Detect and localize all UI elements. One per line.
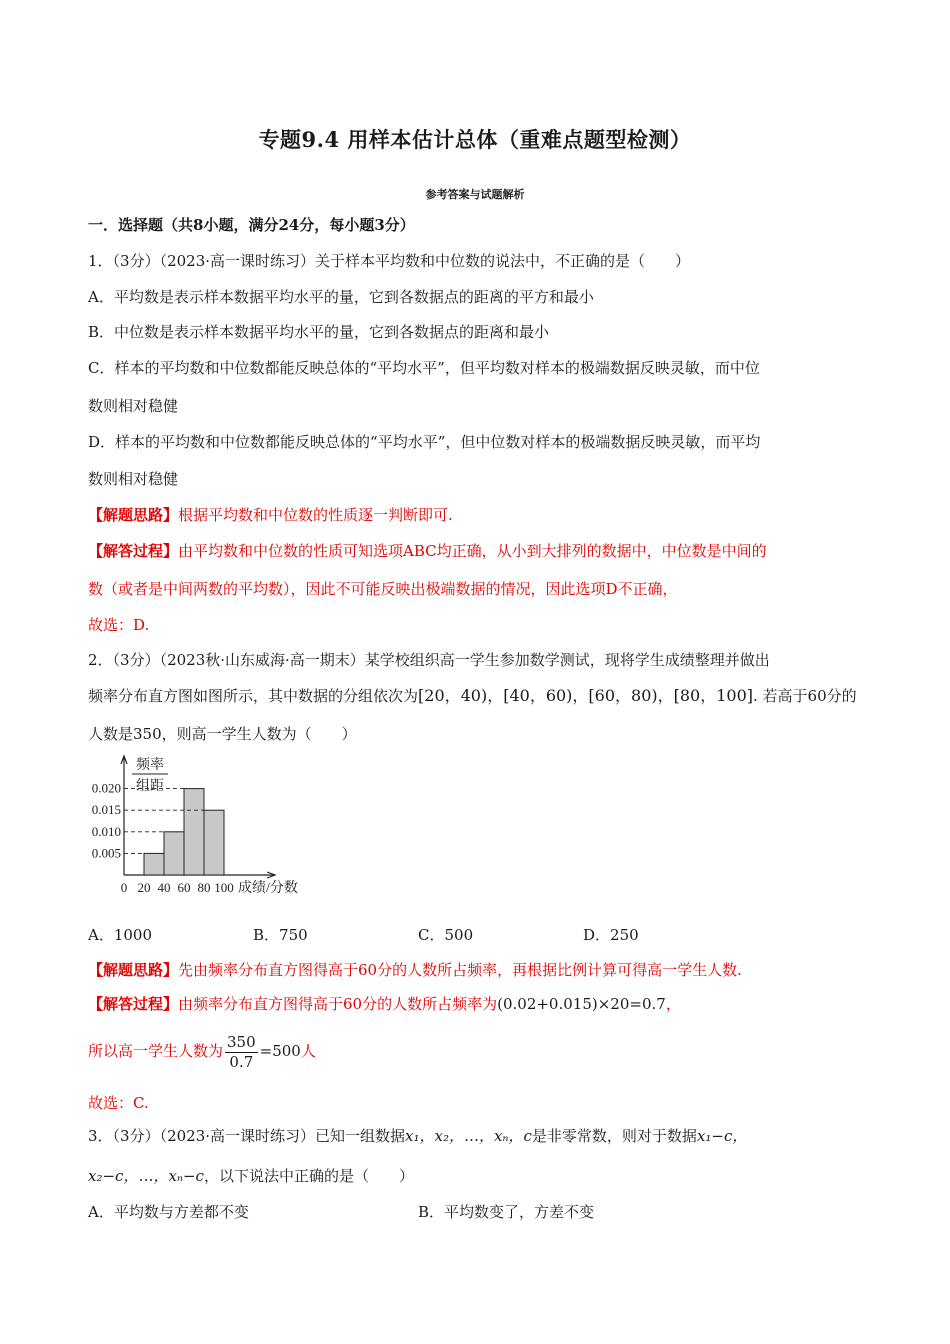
q2-solution-idea: 【解题思路】先由频率分布直方图得高于60分的人数所占频率，再根据比例计算可得高一学生人数. <box>88 961 742 979</box>
q1-option-d-line1: D．样本的平均数和中位数都能反映总体的“平均水平”，但中位数对样本的极端数据反映灵敏，而平均 <box>88 433 761 451</box>
q2-stem-line1: 2．（3分）（2023秋·山东威海·高一期末）某学校组织高一学生参加数学测试，现将学生成绩整理并做出 <box>88 651 770 669</box>
q2-formula: (0.02+0.015)×20=0.7 <box>497 995 666 1013</box>
q2-fraction: $\frac{350}{0.7}$ <box>227 1032 256 1071</box>
q3-option-a: A．平均数与方差都不变 <box>88 1203 249 1221</box>
q2-option-a: A．1000 <box>88 926 153 944</box>
y-tick-label: 0.010 <box>91 823 121 839</box>
histogram-bar-[20,40) <box>144 853 164 875</box>
q2-answer: 故选：C. <box>88 1094 149 1112</box>
y-tick-label: 0.005 <box>91 845 121 861</box>
page-subtitle: 参考答案与试题解析 <box>425 188 525 201</box>
y-axis-label-numerator: 频率 <box>136 758 164 773</box>
q2-stem-line2: 频率分布直方图如图所示，其中数据的分组依次为[20，40)，[40，60)，[60，80)，[80，100]. 若高于60分的 <box>88 686 857 705</box>
q2-option-d: D．250 <box>583 926 639 944</box>
page-title: 专题9.4 用样本估计总体（重难点题型检测） <box>258 127 692 152</box>
histogram-bar-[80,100] <box>204 810 224 875</box>
x-tick-label: 20 <box>137 880 151 895</box>
q3-option-b: B．平均数变了，方差不变 <box>418 1203 595 1221</box>
x-tick-label: 100 <box>214 880 234 895</box>
q1-solution-process-line2: 数（或者是中间两数的平均数），因此不可能反映出极端数据的情况，因此选项D不正确， <box>88 580 678 598</box>
q2-intervals: [20，40)，[40，60)，[60，80)，[80，100] <box>418 686 754 705</box>
frequency-histogram <box>84 752 324 902</box>
x-tick-label: 40 <box>157 880 171 895</box>
q2-solution-process-line2: 所以高一学生人数为 $\frac{350}{0.7}$ =500人 <box>88 1032 316 1071</box>
q1-solution-idea: 【解题思路】根据平均数和中位数的性质逐一判断即可. <box>88 506 453 524</box>
section-heading: 一．选择题（共8小题，满分24分，每小题3分） <box>88 216 415 234</box>
q2-option-b: B．750 <box>253 926 308 944</box>
x-tick-label: 60 <box>177 880 191 895</box>
y-axis-label-denominator: 组距 <box>136 779 164 794</box>
q2-solution-process-line1: 【解答过程】由频率分布直方图得高于60分的人数所占频率为(0.02+0.015)×20=0.7， <box>88 995 681 1013</box>
q2-stem-line3: 人数是350，则高一学生人数为（ ） <box>88 725 357 743</box>
q1-option-c-line2: 数则相对稳健 <box>88 397 179 415</box>
q3-stem-line1: 3．（3分）（2023·高一课时练习）已知一组数据x₁，x₂，…，xₙ，c是非零常数，则对于数据x₁−c， <box>88 1127 748 1145</box>
x-tick-label: 80 <box>197 880 211 895</box>
q3-data-vars: x₁，x₂，…，xₙ，c <box>405 1127 532 1145</box>
q1-solution-process-line1: 【解答过程】由平均数和中位数的性质可知选项ABC均正确，从小到大排列的数据中，中位数是中间的 <box>88 542 767 560</box>
q1-option-c-line1: C．样本的平均数和中位数都能反映总体的“平均水平”，但平均数对样本的极端数据反映灵敏，而中位 <box>88 359 760 377</box>
x-axis-label: 成绩/分数 <box>238 881 298 896</box>
y-tick-label: 0.020 <box>91 780 121 796</box>
q3-stem-line2: x₂−c，…，xₙ−c，以下说法中正确的是（ ） <box>88 1167 414 1185</box>
q1-option-d-line2: 数则相对稳健 <box>88 470 179 488</box>
histogram-bar-[60,80) <box>184 789 204 875</box>
q1-stem: 1．（3分）（2023·高一课时练习）关于样本平均数和中位数的说法中，不正确的是（ ） <box>88 252 691 270</box>
histogram-bar-[40,60) <box>164 832 184 875</box>
q3-shifted-vars: x₂−c，…，xₙ−c <box>88 1167 204 1185</box>
q1-option-b: B．中位数是表示样本数据平均水平的量，它到各数据点的距离和最小 <box>88 323 550 341</box>
q2-option-c: C．500 <box>418 926 474 944</box>
q1-option-a: A．平均数是表示样本数据平均水平的量，它到各数据点的距离的平方和最小 <box>88 288 594 306</box>
q1-answer: 故选：D. <box>88 616 150 634</box>
x-tick-label: 0 <box>120 880 128 895</box>
y-tick-label: 0.015 <box>91 802 121 818</box>
